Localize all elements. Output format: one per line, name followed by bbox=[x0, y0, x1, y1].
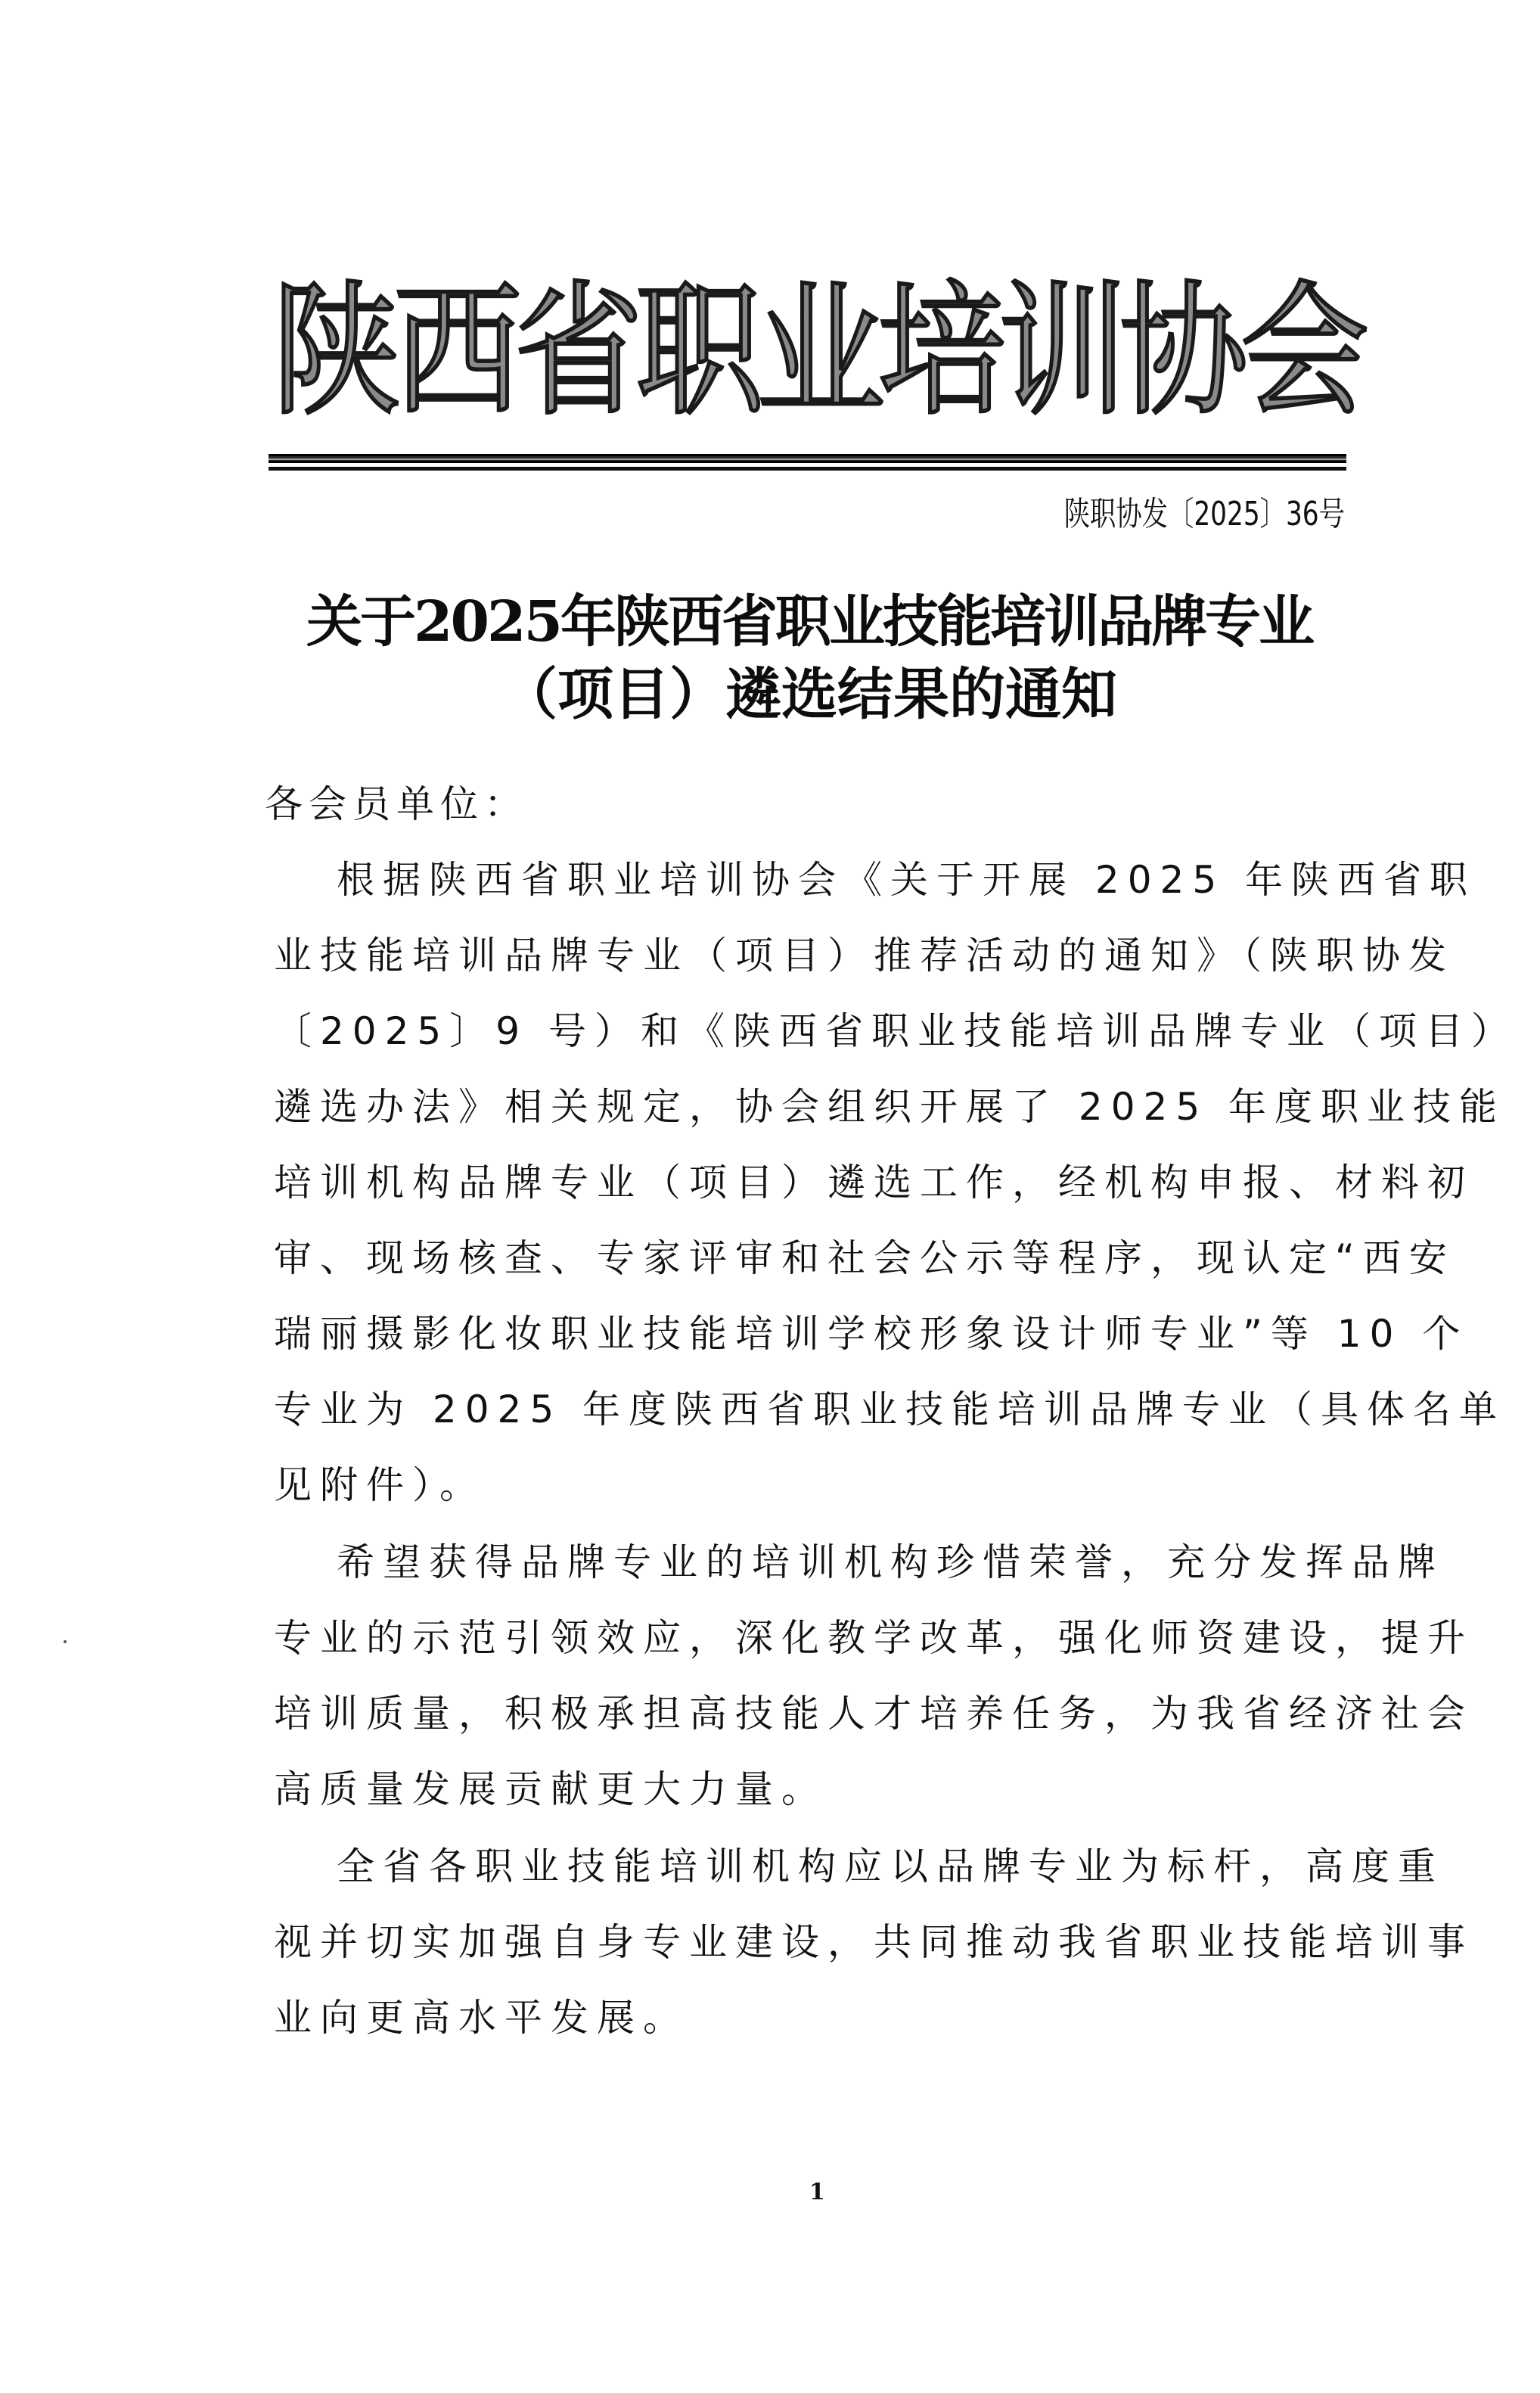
header-rule-thin bbox=[269, 467, 1346, 471]
document-number: 陕职协发〔2025〕36号 bbox=[1063, 495, 1345, 533]
paragraph-1-line: 业技能培训品牌专业（项目）推荐活动的通知》（陕职协发 bbox=[274, 934, 1455, 977]
paragraph-1-line: 遴选办法》相关规定，协会组织开展了 2025 年度职业技能 bbox=[274, 1085, 1506, 1129]
header-rule-thick bbox=[269, 454, 1346, 463]
paragraph-1-line: 根据陕西省职业培训协会《关于开展 2025 年陕西省职 bbox=[337, 858, 1476, 902]
org-char: 业 bbox=[756, 268, 886, 436]
org-char: 会 bbox=[1240, 268, 1370, 436]
paragraph-1-line: 瑞丽摄影化妆职业技能培训学校形象设计师专业”等 10 个 bbox=[274, 1312, 1469, 1356]
org-char: 西 bbox=[393, 268, 523, 436]
paragraph-2-line: 希望获得品牌专业的培训机构珍惜荣誉，充分发挥品牌 bbox=[337, 1540, 1444, 1584]
paragraph-3-line: 视并切实加强自身专业建设，共同推动我省职业技能培训事 bbox=[274, 1920, 1473, 1964]
scan-artifact bbox=[64, 1640, 67, 1643]
org-char: 陕 bbox=[272, 268, 402, 436]
salutation: 各会员单位： bbox=[265, 782, 528, 826]
org-char: 训 bbox=[998, 268, 1128, 436]
page-number: 1 bbox=[809, 2179, 825, 2205]
org-char: 省 bbox=[514, 268, 644, 436]
paragraph-1-line: 见附件）。 bbox=[274, 1463, 486, 1507]
paragraph-3-line: 业向更高水平发展。 bbox=[274, 1996, 689, 2040]
org-char: 培 bbox=[877, 268, 1007, 436]
paragraph-1-line: 培训机构品牌专业（项目）遴选工作，经机构申报、材料初 bbox=[274, 1161, 1473, 1204]
paragraph-1-line: 〔2025〕9 号）和《陕西省职业技能培训品牌专业（项目） bbox=[274, 1009, 1517, 1053]
paragraph-2-line: 专业的示范引领效应，深化教学改革，强化师资建设，提升 bbox=[274, 1616, 1473, 1660]
paragraph-2-line: 高质量发展贡献更大力量。 bbox=[274, 1767, 827, 1811]
document-title-line-1: 关于2025年陕西省职业技能培训品牌专业 bbox=[306, 589, 1312, 654]
paragraph-3-line: 全省各职业技能培训机构应以品牌专业为标杆，高度重 bbox=[337, 1844, 1444, 1888]
paragraph-2-line: 培训质量，积极承担高技能人才培养任务，为我省经济社会 bbox=[274, 1692, 1473, 1736]
org-char: 协 bbox=[1119, 268, 1249, 436]
organization-header bbox=[272, 267, 1370, 437]
document-title-line-2: （项目）遴选结果的通知 bbox=[501, 662, 1117, 727]
paragraph-1-line: 审、现场核查、专家评审和社会公示等程序，现认定“西安 bbox=[274, 1236, 1455, 1280]
org-char: 职 bbox=[635, 268, 765, 436]
paragraph-1-line: 专业为 2025 年度陕西省职业技能培训品牌专业（具体名单 bbox=[274, 1388, 1506, 1431]
